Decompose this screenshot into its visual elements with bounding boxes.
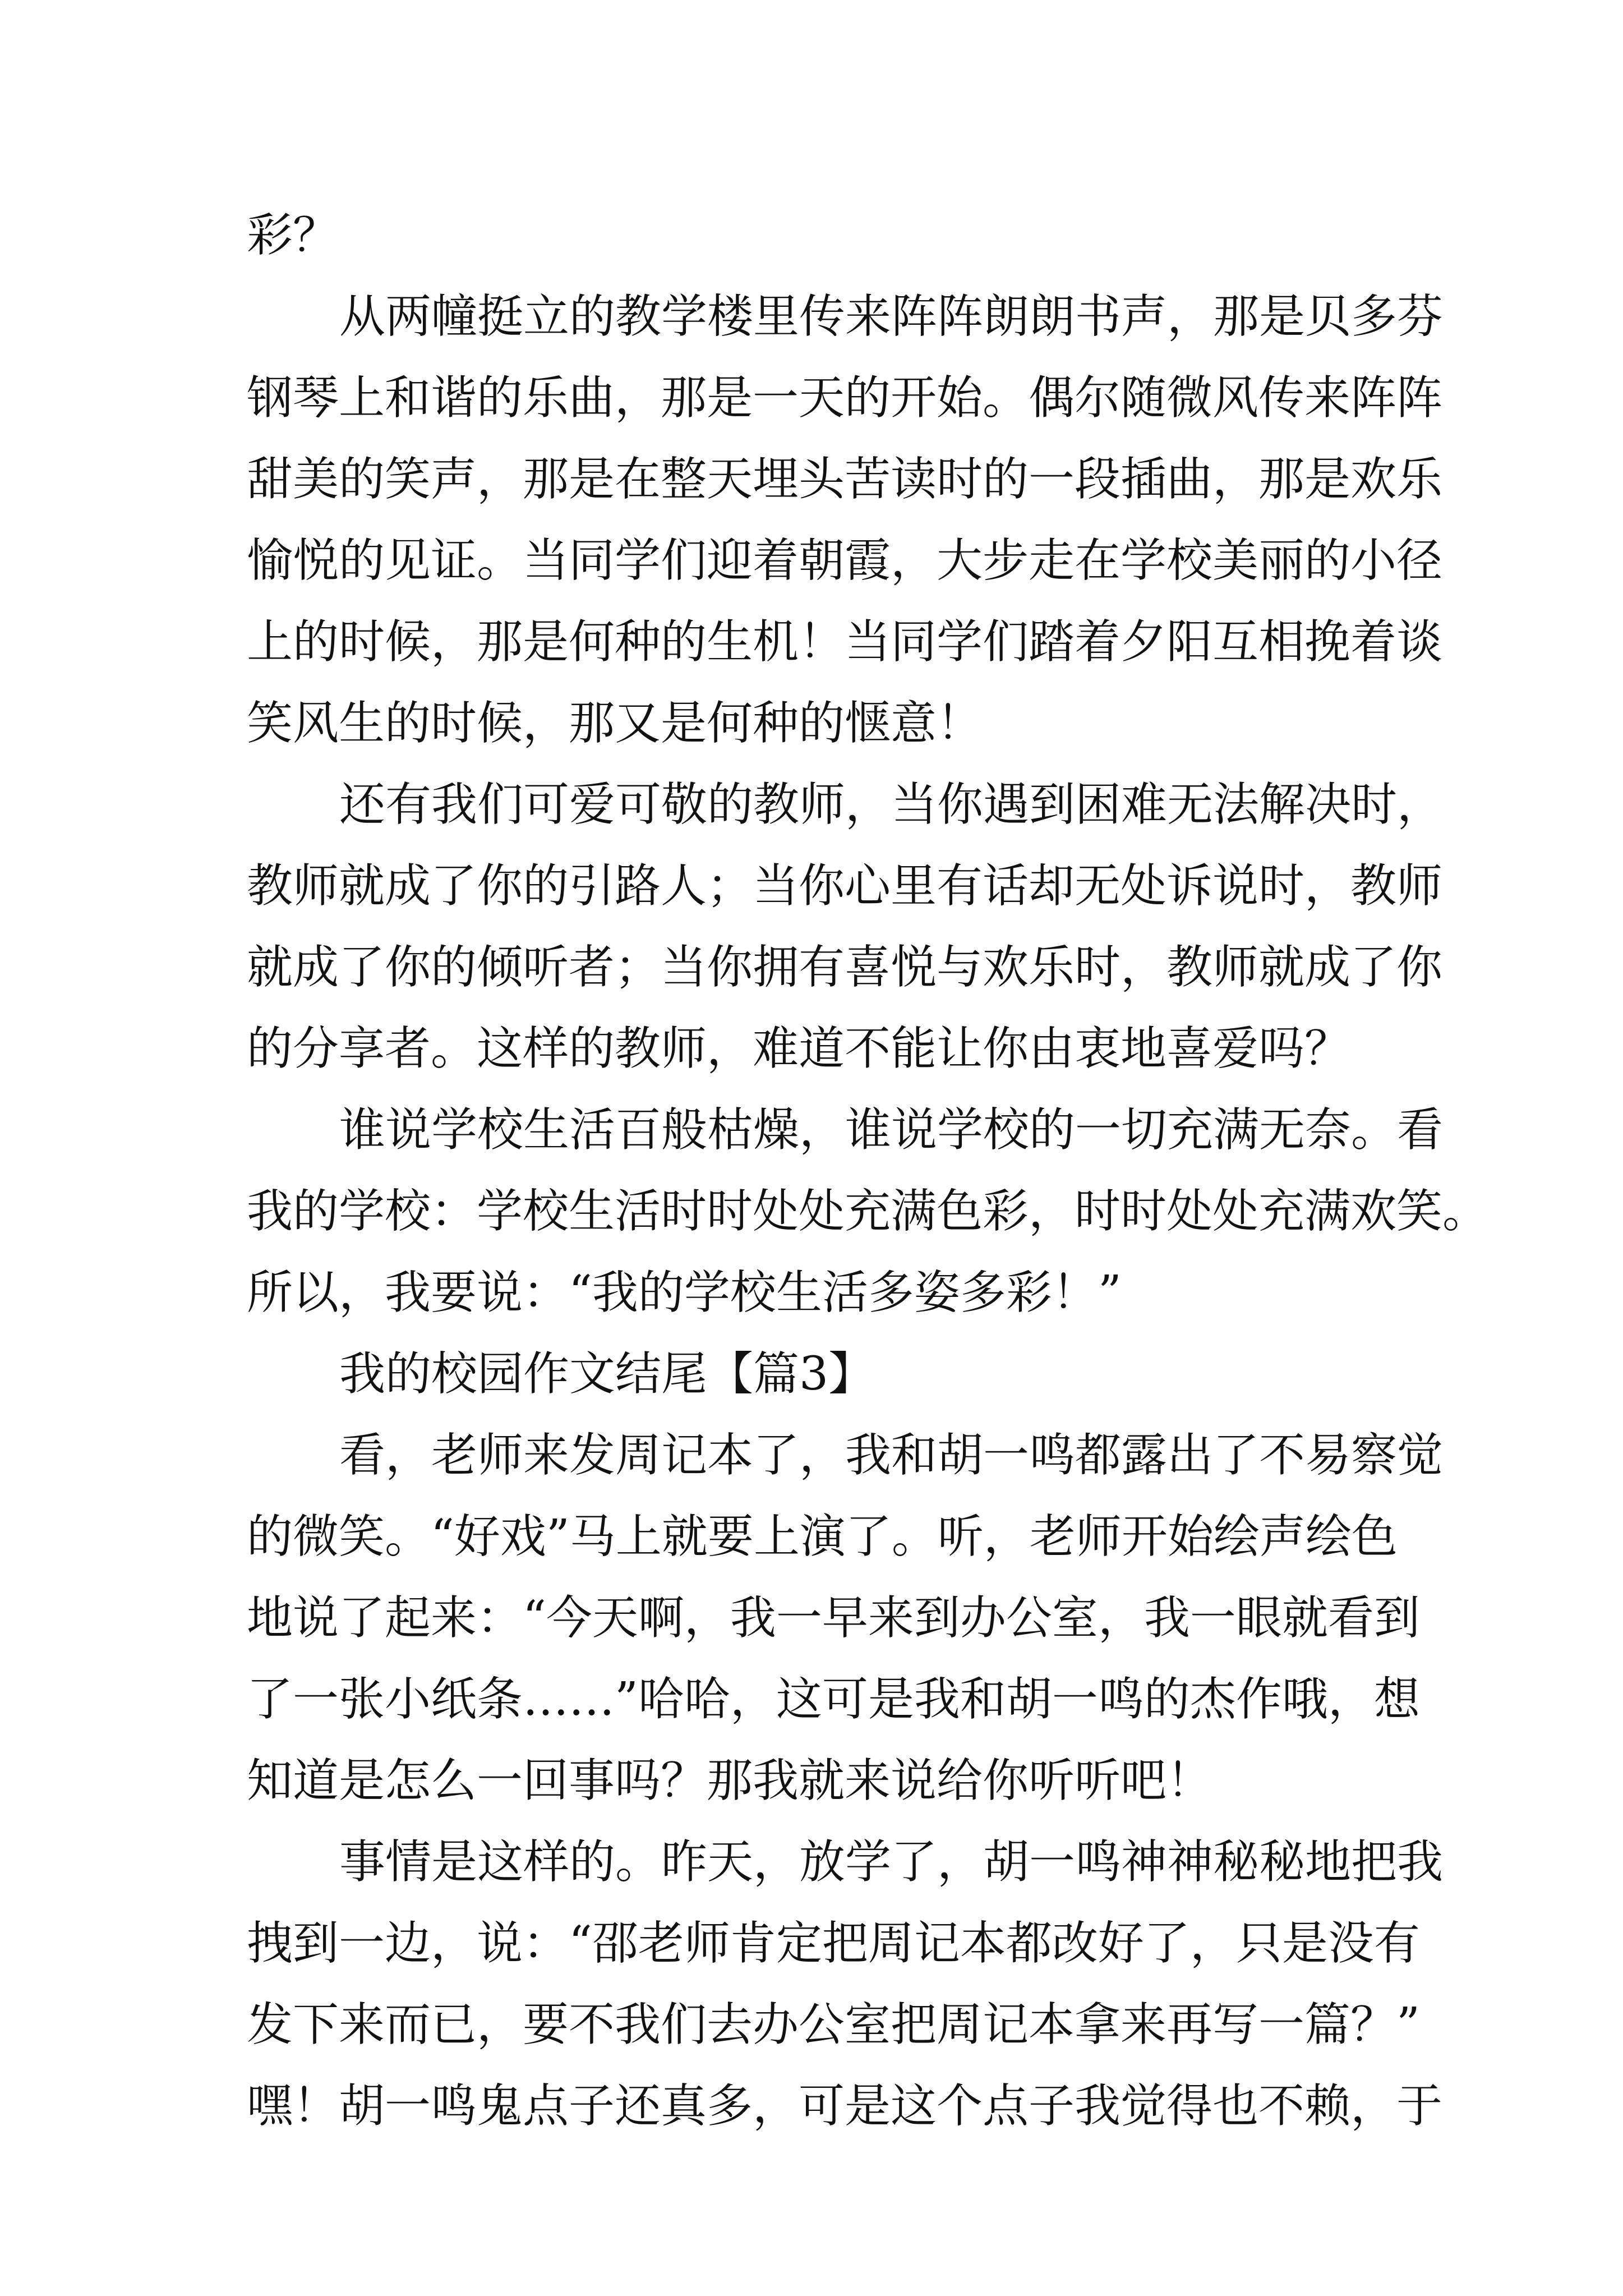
text-line: 愉悦的见证。当同学们迎着朝霞，大步走在学校美丽的小径: [247, 534, 1443, 587]
text-line: 看，老师来发周记本了，我和胡一鸣都露出了不易察觉: [339, 1429, 1444, 1482]
text-line: 所以，我要说：“我的学校生活多姿多彩！”: [247, 1266, 1122, 1319]
text-line: 钢琴上和谐的乐曲，那是一天的开始。偶尔随微风传来阵阵: [247, 371, 1443, 425]
text-line: 还有我们可爱可敬的教师，当你遇到困难无法解决时，: [339, 778, 1444, 831]
text-line: 彩？: [247, 209, 339, 262]
text-line: 上的时候，那是何种的生机！当同学们踏着夕阳互相挽着谈: [247, 615, 1443, 669]
text-line: 地说了起来：“今天啊，我一早来到办公室，我一眼就看到: [247, 1591, 1420, 1645]
text-line: 谁说学校生活百般枯燥，谁说学校的一切充满无奈。看: [339, 1103, 1444, 1157]
text-line: 知道是怎么一回事吗？那我就来说给你听听吧！: [247, 1754, 1213, 1807]
text-line: 笑风生的时候，那又是何种的惬意！: [247, 697, 983, 750]
text-line: 教师就成了你的引路人；当你心里有话却无处诉说时，教师: [247, 859, 1443, 913]
text-line: 发下来而已，要不我们去办公室把周记本拿来再写一篇？”: [247, 1998, 1420, 2051]
text-line: 甜美的笑声，那是在整天埋头苦读时的一段插曲，那是欢乐: [247, 453, 1443, 506]
text-line: 嘿！胡一鸣鬼点子还真多，可是这个点子我觉得也不赖，于: [247, 2079, 1443, 2133]
text-line: 的微笑。“好戏”马上就要上演了。听，老师开始绘声绘色: [247, 1510, 1398, 1563]
section-heading: 我的校园作文结尾【篇3】: [339, 1347, 875, 1401]
text-line: 拽到一边，说：“邵老师肯定把周记本都改好了，只是没有: [247, 1917, 1420, 1970]
text-line: 的分享者。这样的教师，难道不能让你由衷地喜爱吗？: [247, 1022, 1351, 1075]
text-line: 从两幢挺立的教学楼里传来阵阵朗朗书声，那是贝多芬: [339, 290, 1444, 343]
text-line: 事情是这样的。昨天，放学了，胡一鸣神神秘秘地把我: [339, 1835, 1444, 1889]
text-line: 就成了你的倾听者；当你拥有喜悦与欢乐时，教师就成了你: [247, 941, 1443, 994]
text-line: 我的学校：学校生活时时处处充满色彩，时时处处充满欢笑。: [247, 1185, 1489, 1238]
text-line: 了一张小纸条……”哈哈，这可是我和胡一鸣的杰作哦，想: [247, 1673, 1420, 1726]
